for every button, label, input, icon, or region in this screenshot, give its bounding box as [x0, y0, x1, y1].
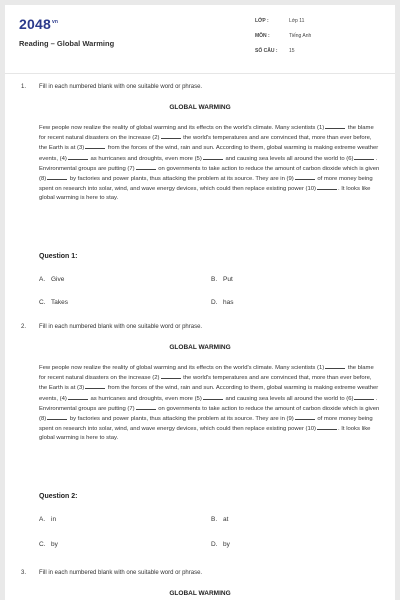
blank-2 — [161, 373, 181, 379]
blank-5 — [203, 394, 223, 400]
passage-part: on governments to take action to reduce the amount of carbon dioxide which is given (8) — [39, 405, 380, 423]
question-number: 1. — [21, 84, 27, 90]
option-letter: A. — [39, 516, 46, 523]
question-heading: Question 1: — [39, 253, 78, 260]
document-title: Reading – Global Warming — [19, 39, 115, 48]
blank-1 — [325, 123, 345, 129]
passage-part: Few people now realize the reality of global warming and its effects on the world's climate. Many scientists (1) — [39, 125, 325, 131]
blank-3 — [85, 143, 105, 149]
instruction-text: Fill in each numbered blank with one suitable word or phrase. — [39, 324, 203, 330]
option-a[interactable] — [39, 276, 64, 283]
passage-part: the blame for recent natural disasters on the increase (2) — [39, 365, 374, 382]
passage-part: on governments to take action to reduce the amount of carbon dioxide which is given (8) — [39, 165, 380, 183]
passage-part: of more money being spent on research into solar, wind, and wave energy devices, which could then replace existing power (10) — [39, 416, 373, 433]
option-letter: C. — [39, 299, 46, 306]
option-b[interactable] — [211, 276, 233, 283]
blank-7 — [136, 164, 156, 170]
blank-8 — [47, 414, 67, 420]
question-number: 2. — [21, 324, 27, 330]
meta-row-count — [255, 46, 311, 55]
option-text: Takes — [51, 299, 68, 306]
passage-title: GLOBAL WARMING — [169, 344, 231, 351]
blank-10 — [317, 184, 337, 190]
option-text: has — [223, 299, 234, 306]
blank-5 — [203, 154, 223, 160]
option-a[interactable] — [39, 516, 56, 523]
passage-part: . It looks like global warming is here to stay. — [39, 426, 371, 442]
option-text: by — [223, 541, 230, 548]
passage-part: by factories and power plants, thus attacking the problem at its source. They are in (9) — [69, 416, 294, 423]
passage-part: Few people now realize the reality of global warming and its effects on the world's climate. Many scientists (1) — [39, 365, 325, 371]
passage-part: . Environmental groups are putting (7) — [39, 155, 378, 172]
blank-9 — [295, 414, 315, 420]
option-letter: B. — [211, 516, 218, 523]
logo-suffix: vn — [51, 19, 59, 26]
passage-part: from the forces of the wind, rain and sun. According to them, global warming is making extreme weather events, (4) — [39, 385, 379, 402]
passage-part: from the forces of the wind, rain and sun. According to them, global warming is making extreme weather events, (4) — [39, 145, 379, 162]
blank-10 — [317, 424, 337, 430]
option-b[interactable] — [211, 516, 228, 523]
option-text: Put — [223, 276, 233, 283]
option-letter: D. — [211, 541, 218, 548]
meta-value: Lớp 11 — [289, 17, 305, 24]
meta-row-subject — [255, 31, 311, 40]
question-heading: Question 2: — [39, 493, 78, 500]
blank-6 — [354, 154, 374, 160]
meta-key: LỚP : — [255, 17, 269, 24]
instruction-text: Fill in each numbered blank with one suitable word or phrase. — [39, 570, 203, 576]
header-divider — [5, 73, 395, 74]
option-letter: B. — [211, 276, 218, 283]
passage-part: by factories and power plants, thus attacking the problem at its source. They are in (9) — [69, 176, 294, 183]
passage-part: the blame for recent natural disasters on the increase (2) — [39, 125, 374, 142]
passage-title: GLOBAL WARMING — [169, 590, 231, 597]
option-letter: C. — [39, 541, 46, 548]
meta-info — [255, 16, 311, 61]
logo-text: 2048 — [19, 16, 51, 32]
option-letter: A. — [39, 276, 46, 283]
option-text: Give — [51, 276, 65, 283]
option-c[interactable] — [39, 299, 68, 306]
instruction-text: Fill in each numbered blank with one suitable word or phrase. — [39, 84, 203, 90]
passage-part: . It looks like global warming is here to stay. — [39, 186, 371, 202]
passage-part: and causing sea levels all around the world to (6) — [225, 155, 354, 162]
blank-9 — [295, 174, 315, 180]
option-c[interactable] — [39, 541, 58, 548]
blank-7 — [136, 404, 156, 410]
site-logo[interactable] — [19, 16, 58, 32]
option-text: in — [51, 516, 57, 523]
passage-part: as hurricanes and droughts, even more (5) — [90, 395, 202, 402]
question-number: 3. — [21, 570, 27, 576]
passage-part: the world's temperatures and are convinced that, more than ever before, the Earth is at (3) — [39, 375, 372, 392]
option-letter: D. — [211, 299, 218, 306]
meta-value: Tiếng Anh — [289, 32, 312, 39]
passage-part: as hurricanes and droughts, even more (5) — [90, 155, 202, 162]
blank-2 — [161, 133, 181, 139]
blank-6 — [354, 394, 374, 400]
passage-text — [39, 363, 381, 444]
passage-part: and causing sea levels all around the world to (6) — [225, 395, 354, 402]
worksheet-page — [5, 5, 395, 600]
passage-text — [39, 123, 381, 204]
blank-4 — [68, 154, 88, 160]
meta-key: SỐ CÂU : — [255, 47, 278, 54]
meta-key: MÔN : — [255, 32, 270, 39]
blank-3 — [85, 383, 105, 389]
passage-part: the world's temperatures and are convinced that, more than ever before, the Earth is at (3) — [39, 135, 372, 152]
blank-8 — [47, 174, 67, 180]
worksheet-header — [5, 5, 395, 73]
option-d[interactable] — [211, 299, 233, 306]
blank-4 — [68, 394, 88, 400]
option-text: by — [51, 541, 58, 548]
blank-1 — [325, 363, 345, 369]
passage-part: . Environmental groups are putting (7) — [39, 395, 378, 412]
passage-title: GLOBAL WARMING — [169, 104, 231, 111]
passage-part: of more money being spent on research into solar, wind, and wave energy devices, which could then replace existing power (10) — [39, 176, 373, 193]
meta-row-class — [255, 16, 311, 25]
meta-value: 15 — [289, 47, 295, 54]
option-text: at — [223, 516, 229, 523]
option-d[interactable] — [211, 541, 230, 548]
